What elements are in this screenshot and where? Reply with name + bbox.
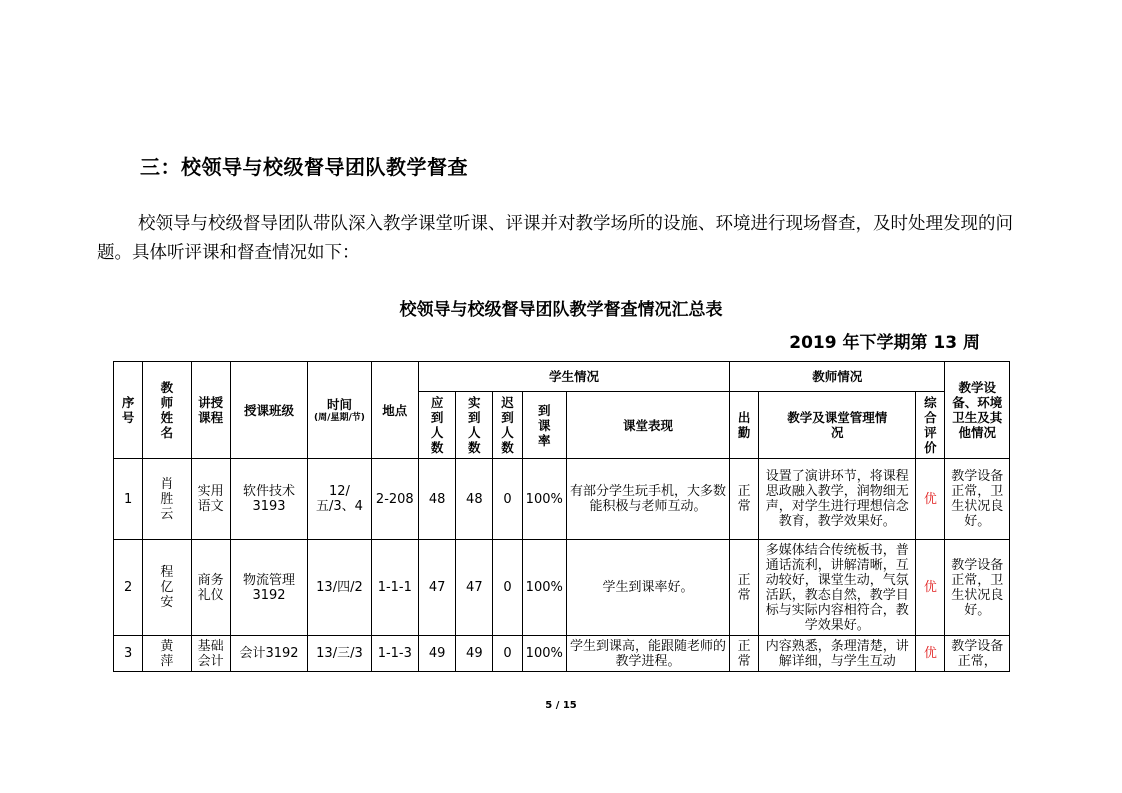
cell-time: 12/五/3、4 — [308, 459, 371, 540]
cell-rate: 100% — [522, 636, 566, 672]
term-label: 2019 年下学期第 13 周 — [789, 333, 980, 353]
header-overall: 综合评价 — [916, 392, 945, 459]
intro-paragraph: 校领导与校级督导团队带队深入教学课堂听课、评课并对教学场所的设施、环境进行现场督查，及时处理发现的问题。具体听评课和督查情况如下： — [97, 214, 1013, 263]
cell-performance: 学生到课高，能跟随老师的教学进程。 — [566, 636, 729, 672]
header-time — [308, 362, 371, 459]
cell-attendance: 正常 — [730, 636, 759, 672]
header-student-group: 学生情况 — [418, 362, 729, 392]
cell-actual: 49 — [456, 636, 493, 672]
header-seq: 序号 — [114, 362, 143, 459]
cell-course: 基础会计 — [191, 636, 230, 672]
header-equipment: 教学设备、环境卫生及其他情况 — [945, 362, 1010, 459]
header-teacher: 教师姓名 — [143, 362, 191, 459]
header-row-1 — [114, 362, 1010, 392]
cell-equipment: 教学设备正常，卫生状况良好。 — [945, 540, 1010, 636]
header-time-sub: (周/星期/节) — [314, 412, 365, 423]
cell-late: 0 — [493, 540, 522, 636]
header-rate: 到课率 — [522, 392, 566, 459]
cell-course: 商务礼仪 — [191, 540, 230, 636]
header-course: 讲授课程 — [191, 362, 230, 459]
cell-seq: 1 — [114, 459, 143, 540]
cell-actual: 47 — [456, 540, 493, 636]
cell-late: 0 — [493, 459, 522, 540]
header-late: 迟到人数 — [493, 392, 522, 459]
cell-time: 13/四/2 — [308, 540, 371, 636]
cell-rate: 100% — [522, 540, 566, 636]
cell-teaching: 内容熟悉，条理清楚，讲解详细，与学生互动 — [759, 636, 916, 672]
header-teacher-group: 教师情况 — [730, 362, 945, 392]
cell-course: 实用语文 — [191, 459, 230, 540]
cell-attendance: 正常 — [730, 459, 759, 540]
cell-teacher: 黄萍 — [143, 636, 191, 672]
cell-expected: 49 — [418, 636, 455, 672]
cell-teaching: 多媒体结合传统板书，普通话流利，讲解清晰，互动较好，课堂生动，气氛活跃，教态自然，教学目标与实际内容相符合，教学效果好。 — [759, 540, 916, 636]
header-performance: 课堂表现 — [566, 392, 729, 459]
cell-equipment: 教学设备正常，卫生状况良好。 — [945, 459, 1010, 540]
page-number: 5 / 15 — [545, 700, 577, 711]
cell-rate: 100% — [522, 459, 566, 540]
cell-teaching: 设置了演讲环节，将课程思政融入教学，润物细无声，对学生进行理想信念教育，教学效果好。 — [759, 459, 916, 540]
cell-place: 1-1-1 — [371, 540, 418, 636]
cell-place: 1-1-3 — [371, 636, 418, 672]
cell-class: 会计3192 — [230, 636, 308, 672]
cell-overall: 优 — [916, 540, 945, 636]
cell-teacher: 程亿安 — [143, 540, 191, 636]
header-time-label: 时间 — [326, 396, 352, 412]
cell-expected: 47 — [418, 540, 455, 636]
inspection-summary-table — [113, 361, 1010, 672]
table-row — [114, 540, 1010, 636]
table-row — [114, 636, 1010, 672]
header-place: 地点 — [371, 362, 418, 459]
cell-actual: 48 — [456, 459, 493, 540]
cell-late: 0 — [493, 636, 522, 672]
cell-teacher: 肖胜云 — [143, 459, 191, 540]
header-class: 授课班级 — [230, 362, 308, 459]
cell-class: 软件技术3193 — [230, 459, 308, 540]
header-actual: 实到人数 — [456, 392, 493, 459]
cell-overall: 优 — [916, 459, 945, 540]
cell-place: 2-208 — [371, 459, 418, 540]
header-teaching: 教学及课堂管理情况 — [759, 392, 916, 459]
cell-seq: 3 — [114, 636, 143, 672]
cell-expected: 48 — [418, 459, 455, 540]
cell-time: 13/三/3 — [308, 636, 371, 672]
section-heading: 三：校领导与校级督导团队教学督查 — [140, 155, 468, 179]
cell-overall: 优 — [916, 636, 945, 672]
header-attendance: 出勤 — [730, 392, 759, 459]
table-title: 校领导与校级督导团队教学督查情况汇总表 — [399, 300, 723, 320]
cell-class: 物流管理3192 — [230, 540, 308, 636]
cell-attendance: 正常 — [730, 540, 759, 636]
table-row — [114, 459, 1010, 540]
cell-seq: 2 — [114, 540, 143, 636]
cell-equipment: 教学设备正常， — [945, 636, 1010, 672]
header-expected: 应到人数 — [418, 392, 455, 459]
cell-performance: 有部分学生玩手机，大多数能积极与老师互动。 — [566, 459, 729, 540]
cell-performance: 学生到课率好。 — [566, 540, 729, 636]
